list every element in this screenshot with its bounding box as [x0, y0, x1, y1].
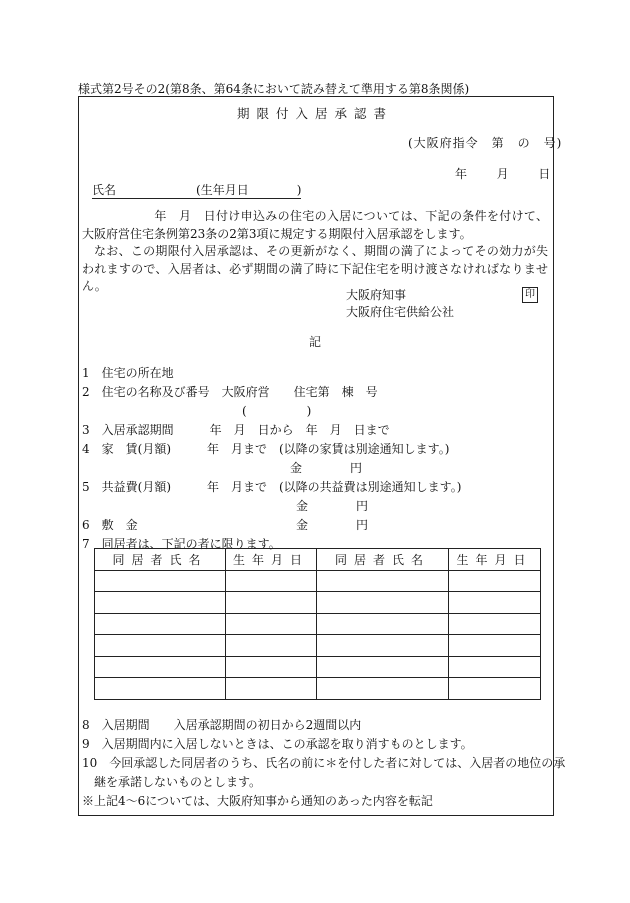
table-row	[95, 656, 541, 678]
footnote: ※上記4〜6については、大阪府知事から通知のあった内容を転記	[82, 794, 433, 808]
header-birthdate-2: 生年月日	[449, 549, 541, 571]
table-cell	[317, 592, 449, 614]
table-cell	[449, 678, 541, 700]
body-paragraph-2: なお、この期限付入居承認は、その更新がなく、期間の満了によってその効力が失われますので、入居者は、必ず期間の満了時に下記住宅を明け渡さなければなりません。	[82, 244, 548, 293]
item-1: 1 住宅の所在地	[82, 366, 174, 380]
ki-heading: 記	[308, 335, 321, 349]
issuer-block	[346, 287, 454, 321]
item-5: 5 共益費(月額) 年 月まで (以降の共益費は別途通知します。)	[82, 480, 462, 494]
table-cell	[449, 656, 541, 678]
table-cell	[449, 613, 541, 635]
date-day: 日	[538, 167, 551, 181]
table-row	[95, 678, 541, 700]
item-4: 4 家 賃(月額) 年 月まで (以降の家賃は別途通知します。)	[82, 442, 450, 456]
header-birthdate-1: 生年月日	[226, 549, 317, 571]
header-cohabitant-name-1: 同居者氏名	[95, 549, 226, 571]
document-title: 期限付入居承認書	[236, 106, 393, 121]
table-cell	[226, 678, 317, 700]
issue-date	[455, 165, 550, 182]
date-month: 月	[496, 167, 509, 181]
table-cell	[95, 635, 226, 657]
addressee-underline	[92, 181, 301, 199]
table-cell	[95, 678, 226, 700]
birth-label: (生年月日	[196, 183, 249, 197]
table-cell	[226, 613, 317, 635]
birth-close: )	[296, 183, 302, 197]
item-2: 2 住宅の名称及び番号 大阪府営 住宅第 棟 号	[82, 385, 378, 399]
form-caption: 様式第2号その2(第8条、第64条において読み替えて準用する第8条関係)	[78, 82, 470, 96]
table-cell	[226, 656, 317, 678]
table-cell	[95, 570, 226, 592]
table-cell	[317, 656, 449, 678]
table-row	[95, 635, 541, 657]
note-10-line-1: 10 今回承認した同居者のうち、氏名の前に＊を付した者に対しては、入居者の地位の承	[82, 756, 566, 770]
header-cohabitant-name-2: 同居者氏名	[317, 549, 449, 571]
table-cell	[317, 635, 449, 657]
table-cell	[317, 678, 449, 700]
date-year: 年	[455, 167, 468, 181]
item-2-paren: ( )	[242, 404, 312, 418]
approval-body	[82, 208, 548, 296]
item-3: 3 入居承認期間 年 月 日から 年 月 日まで	[82, 423, 390, 437]
table-cell	[226, 635, 317, 657]
table-cell	[449, 635, 541, 657]
issuer-corporation: 大阪府住宅供給公社	[346, 305, 455, 319]
table-cell	[317, 570, 449, 592]
seal-box: 印	[522, 287, 538, 303]
note-8: 8 入居期間 入居承認期間の初日から2週間以内	[82, 718, 362, 732]
table-row	[95, 613, 541, 635]
table-cell	[226, 570, 317, 592]
table-cell	[226, 592, 317, 614]
note-9: 9 入居期間内に入居しないときは、この承認を取り消すものとします。	[82, 737, 473, 751]
table-row	[95, 592, 541, 614]
addressee-line	[92, 181, 301, 199]
note-10-line-2: 継を承諾しないものとします。	[82, 775, 262, 789]
table-row	[95, 570, 541, 592]
table-header-row	[95, 549, 541, 571]
body-paragraph-1: 年 月 日付け申込みの住宅の入居については、下記の条件を付けて、大阪府営住宅条例第23条の2第3項に規定する期限付入居承認をします。	[82, 209, 548, 241]
name-label: 氏名	[92, 183, 117, 197]
item-7: 7 同居者は、下記の者に限ります。	[82, 537, 281, 551]
cohabitant-table-body	[95, 570, 541, 699]
table-cell	[449, 570, 541, 592]
cohabitant-table	[94, 548, 541, 700]
table-cell	[317, 613, 449, 635]
issuer-governor: 大阪府知事	[346, 288, 407, 302]
item-6-amount: 金 円	[296, 518, 369, 532]
item-4-amount: 金 円	[290, 461, 363, 475]
table-cell	[95, 656, 226, 678]
table-cell	[449, 592, 541, 614]
reference-number: (大阪府指令 第 の 号)	[408, 136, 563, 150]
item-5-amount: 金 円	[296, 499, 369, 513]
item-6: 6 敷 金	[82, 518, 138, 532]
table-cell	[95, 613, 226, 635]
table-cell	[95, 592, 226, 614]
notes-list	[82, 716, 565, 811]
